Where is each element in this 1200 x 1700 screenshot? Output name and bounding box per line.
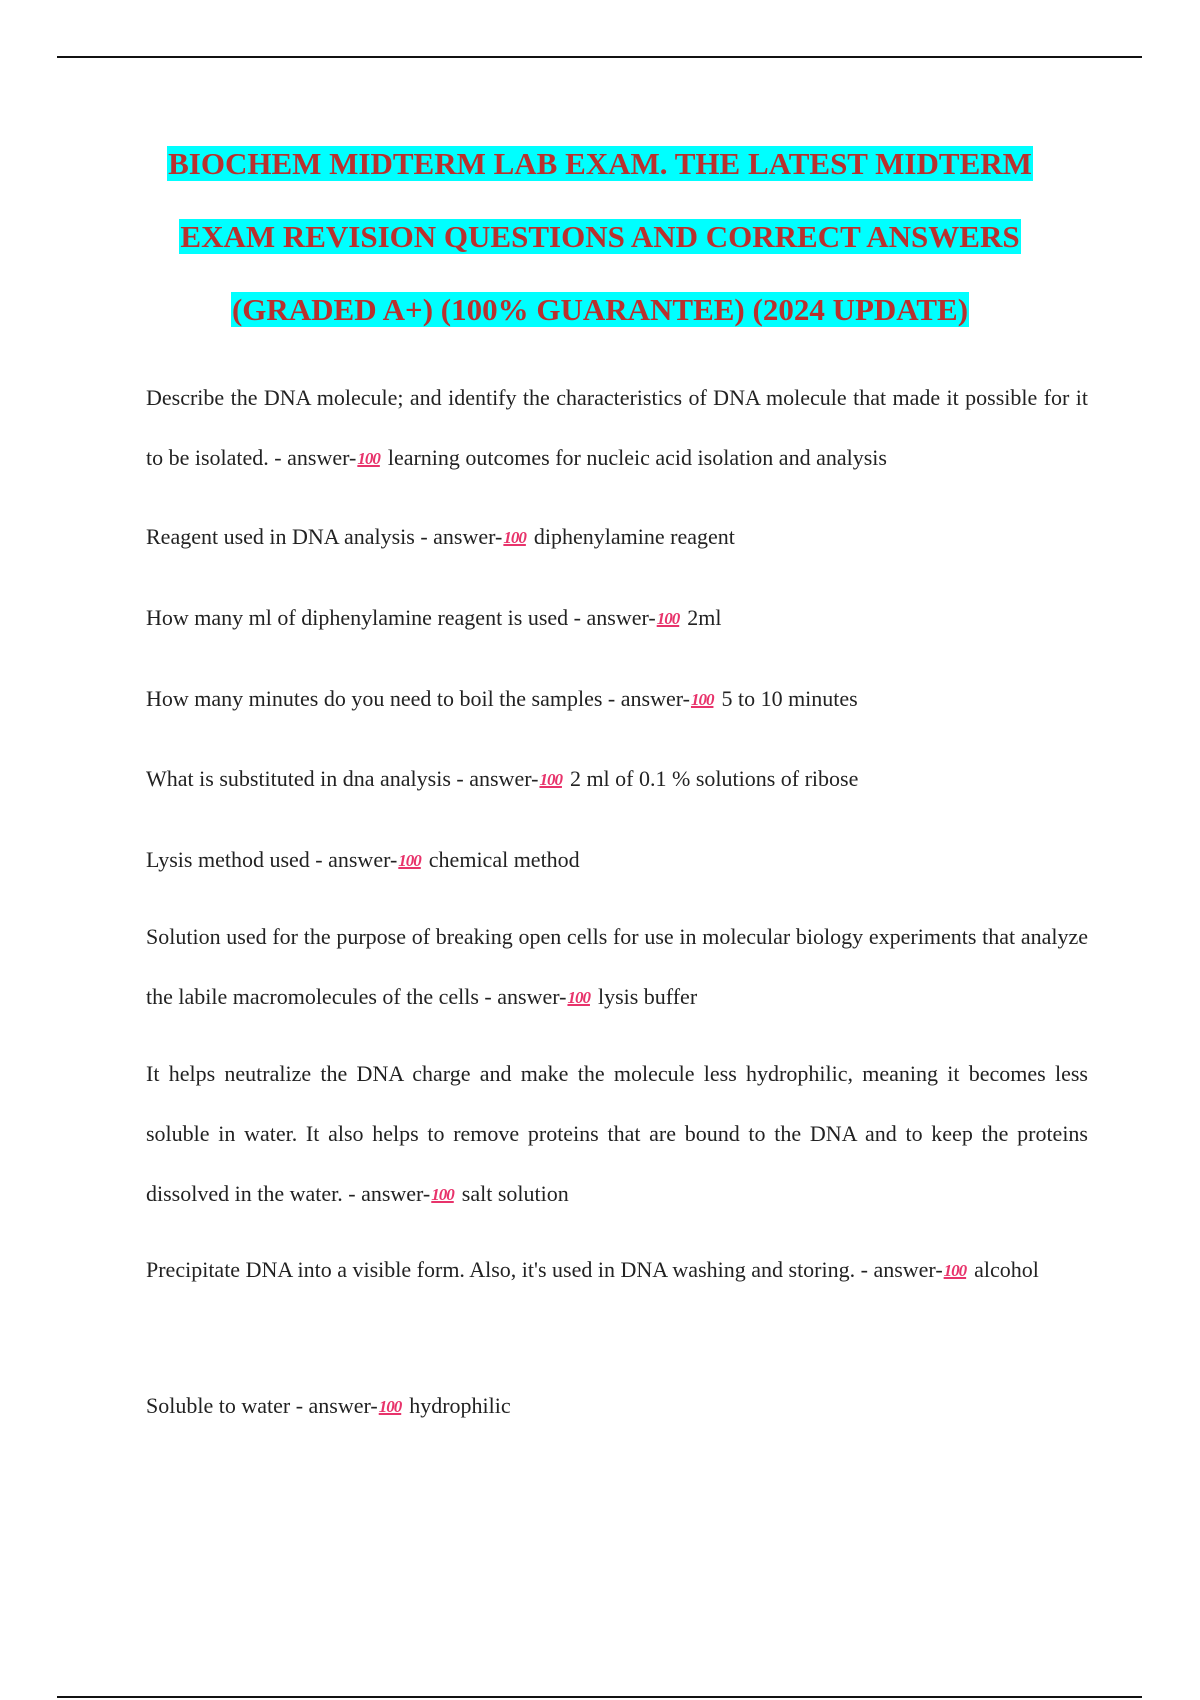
document-title [60,143,1140,362]
hundred-points-icon: 100 [398,851,421,870]
answer-text: chemical method [428,847,580,872]
hundred-points-icon: 100 [378,1397,402,1416]
hundred-points-icon: 100 [656,609,680,628]
answer-text: alcohol [974,1257,1039,1282]
question-text: How many ml of diphenylamine reagent is used - answer- [146,605,656,630]
question-text: It helps neutralize the DNA charge and make the molecule less hydrophilic, meaning it becomes less soluble in water. It also helps to remove proteins that are bound to the DNA and to keep the proteins dissolved in the water. - answer- [146,1061,1088,1206]
answer-text: diphenylamine reagent [533,524,735,549]
answer-text: hydrophilic [409,1393,511,1418]
qa-item [146,907,1088,1027]
qa-item [146,1376,1088,1436]
question-text: Soluble to water - answer- [146,1393,378,1418]
hundred-points-icon: 100 [431,1185,454,1204]
hundred-points-icon: 100 [567,988,590,1007]
qa-item [146,749,1088,809]
hundred-points-icon: 100 [690,690,714,709]
title-line [60,289,1140,362]
qa-item [146,669,1088,729]
qa-item [146,1044,1088,1224]
question-text: Describe the DNA molecule; and identify the characteristics of DNA molecule that made it possible for it to be isolated. - answer- [146,385,1088,470]
hundred-points-icon: 100 [943,1261,967,1280]
answer-text: 2ml [687,605,722,630]
qa-item [146,507,1088,567]
title-line [60,216,1140,289]
qa-item [146,368,1088,488]
qa-item [146,830,1088,890]
question-text: What is substituted in dna analysis - answer- [146,766,539,791]
question-text: How many minutes do you need to boil the samples - answer- [146,686,690,711]
top-divider [57,56,1142,58]
question-text: Solution used for the purpose of breaking open cells for use in molecular biology experiments that analyze the labile macromolecules of the cells - answer- [146,924,1088,1009]
title-line [60,143,1140,216]
answer-text: salt solution [461,1181,569,1206]
answer-text: 5 to 10 minutes [721,686,858,711]
answer-text: lysis buffer [597,984,698,1009]
question-text: Lysis method used - answer- [146,847,398,872]
hundred-points-icon: 100 [357,449,380,468]
title-line-text: BIOCHEM MIDTERM LAB EXAM. THE LATEST MIDTERM [168,146,1032,181]
answer-text: 2 ml of 0.1 % solutions of ribose [569,766,859,791]
question-text: Precipitate DNA into a visible form. Also, it's used in DNA washing and storing. - answer- [146,1257,943,1282]
bottom-divider [57,1696,1142,1698]
question-text: Reagent used in DNA analysis - answer- [146,524,503,549]
title-line-text: EXAM REVISION QUESTIONS AND CORRECT ANSWERS [180,219,1020,254]
hundred-points-icon: 100 [539,770,562,789]
qa-item [146,588,1088,648]
title-line-text: (GRADED A+) (100% GUARANTEE) (2024 UPDATE) [231,292,969,327]
qa-item [146,1240,1088,1300]
hundred-points-icon: 100 [503,528,526,547]
answer-text: learning outcomes for nucleic acid isolation and analysis [387,445,887,470]
